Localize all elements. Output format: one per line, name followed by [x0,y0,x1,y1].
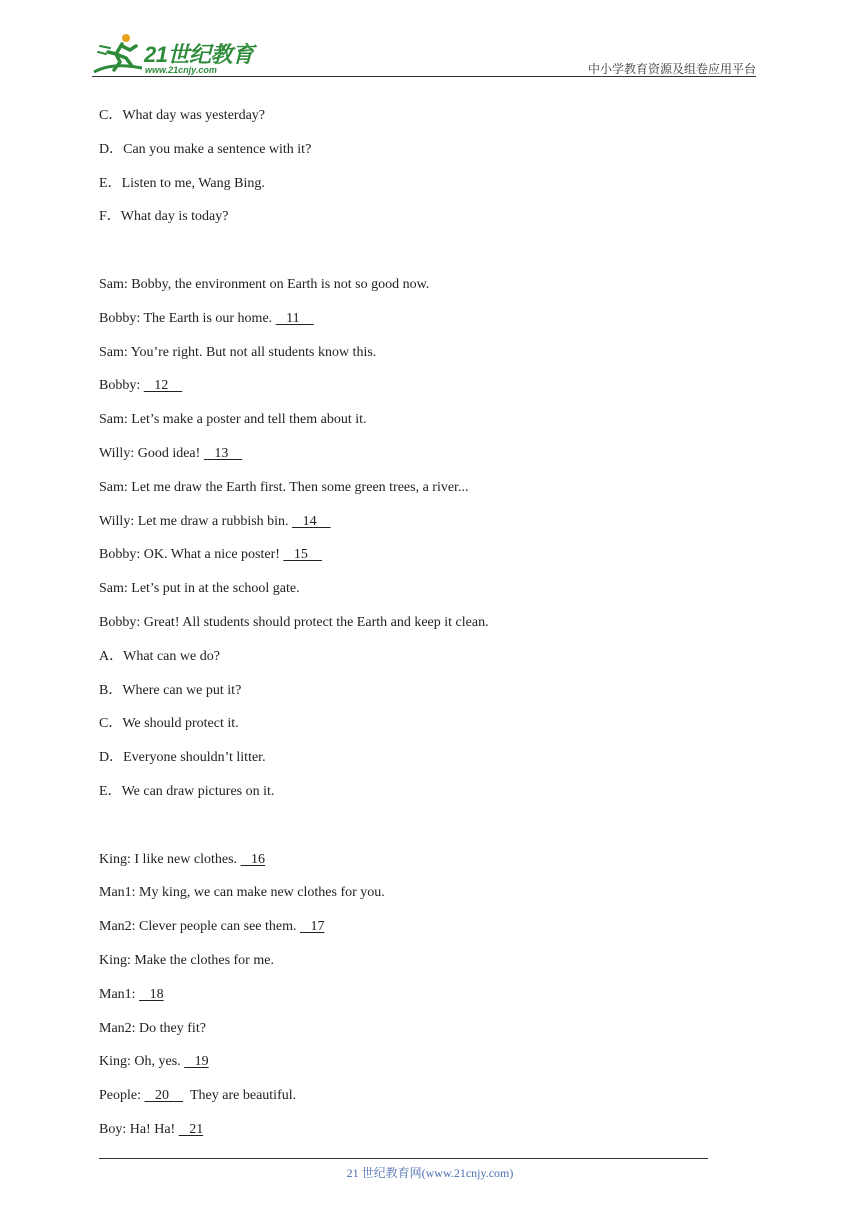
line-text: Bobby: The Earth is our home. [99,311,276,326]
line-text: Bobby: OK. What a nice poster! [99,547,284,562]
header-tagline: 中小学教育资源及组卷应用平台 [587,62,756,76]
dialogue-line [99,310,314,328]
answer-blank: 11 [275,311,314,326]
dialogue-line [99,580,300,598]
line-text: We should protect it. [122,716,239,731]
line-text: King: Oh, yes. [99,1054,185,1069]
dialogue-line [99,884,385,902]
option-letter: E． [99,176,122,191]
answer-blank: 18 [139,987,164,1002]
option-line [99,175,265,193]
line-text: What day was yesterday? [122,108,266,123]
line-text: Listen to me, Wang Bing. [121,176,265,191]
option-letter: C． [99,716,123,731]
dialogue-line [99,377,182,395]
runner-logo-icon [92,32,148,78]
dialogue-line [99,1087,296,1105]
line-text: Man2: Clever people can see them. [99,919,300,934]
logo-brand: 21世纪教育 [144,42,254,67]
option-line [99,107,265,125]
option-letter: F． [99,209,121,224]
option-letter: C． [99,108,123,123]
page-header [92,32,756,78]
line-text: Man1: My king, we can make new clothes for you. [99,885,385,900]
answer-blank: 21 [178,1122,204,1137]
option-line [99,749,266,767]
answer-blank: 12 [143,378,183,393]
line-text: We can draw pictures on it. [121,784,275,799]
line-text: Man1: [99,987,140,1002]
answer-blank: 14 [292,514,331,529]
answer-blank: 16 [240,852,266,867]
answer-blank: 15 [283,547,322,562]
option-letter: E． [99,784,122,799]
line-text: Sam: Let me draw the Earth first. Then some green trees, a river... [99,480,469,495]
dialogue-line [99,1053,209,1071]
line-text: Can you make a sentence with it? [123,142,312,157]
dialogue-line [99,614,489,632]
option-line [99,715,239,733]
line-text: People: [99,1088,145,1103]
dialogue-line [99,1020,206,1038]
dialogue-line [99,986,164,1004]
dialogue-line [99,918,324,936]
option-line [99,208,228,226]
line-text: Sam: Bobby, the environment on Earth is not so good now. [99,277,430,292]
answer-blank: 20 [144,1088,183,1103]
dialogue-line [99,546,322,564]
line-text: Boy: Ha! Ha! [99,1122,179,1137]
line-text: What day is today? [120,209,229,224]
answer-blank: 13 [203,446,243,461]
logo-url: www.21cnjy.com [145,65,217,75]
line-text: Everyone shouldn’t litter. [123,750,266,765]
option-letter: B． [99,683,123,698]
option-line [99,682,241,700]
option-line [99,141,311,159]
dialogue-line [99,1121,203,1139]
line-text: Bobby: Great! All students should protect the Earth and keep it clean. [99,615,489,630]
line-text: Willy: Let me draw a rubbish bin. [99,514,293,529]
answer-blank: 19 [184,1054,209,1069]
logo [92,32,262,78]
dialogue-line [99,276,429,294]
option-letter: D． [99,142,124,157]
line-text: Sam: Let’s make a poster and tell them about it. [99,412,367,427]
header-divider [92,76,756,77]
line-text: What can we do? [123,649,220,664]
dialogue-line [99,411,367,429]
line-text-after: They are beautiful. [183,1088,297,1103]
dialogue-line [99,445,242,463]
line-text: Man2: Do they fit? [99,1021,206,1036]
option-line [99,783,274,801]
option-letter: D． [99,750,124,765]
answer-blank: 17 [299,919,325,934]
line-text: King: Make the clothes for me. [99,953,274,968]
page-footer: 21 世纪教育网(www.21cnjy.com) [346,1166,514,1180]
dialogue-line [99,952,274,970]
dialogue-line [99,513,331,531]
option-letter: A． [99,649,124,664]
line-text: Willy: Good idea! [99,446,204,461]
option-line [99,648,220,666]
dialogue-line [99,851,265,869]
line-text: Sam: You’re right. But not all students know this. [99,345,377,360]
footer-divider [99,1158,708,1159]
dialogue-line [99,479,468,497]
line-text: Where can we put it? [122,683,242,698]
line-text: King: I like new clothes. [99,852,241,867]
line-text: Sam: Let’s put in at the school gate. [99,581,300,596]
dialogue-line [99,344,376,362]
line-text: Bobby: [99,378,144,393]
